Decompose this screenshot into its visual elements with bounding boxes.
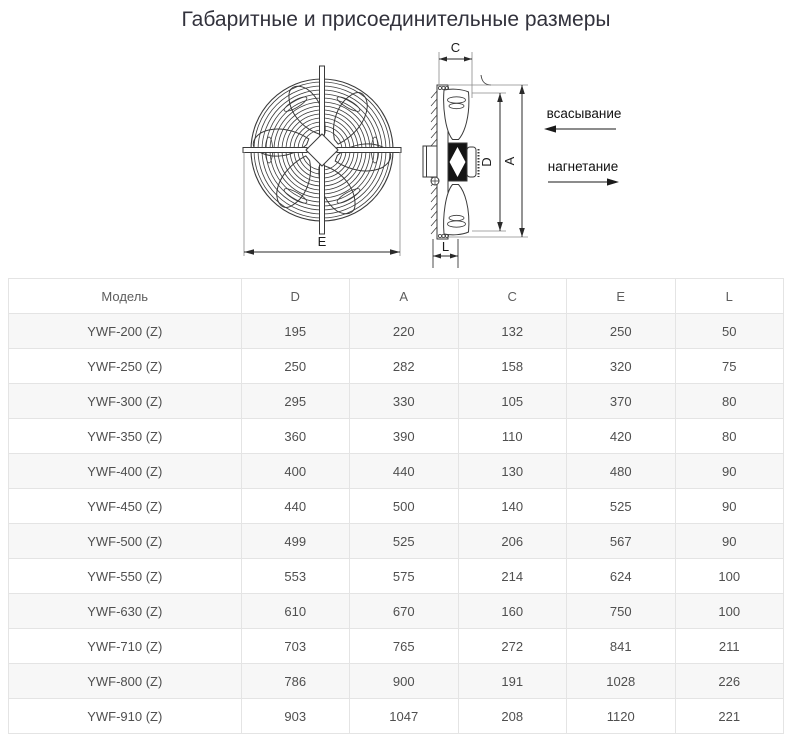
fan-front-view (243, 66, 401, 234)
suction-label: всасывание (546, 106, 622, 121)
table-row: YWF-200 (Z) 195 220 132 250 50 (9, 314, 784, 349)
wire-hook (481, 75, 491, 85)
model-cell: YWF-200 (Z) (9, 314, 242, 349)
motor-box (423, 146, 437, 177)
model-cell: YWF-500 (Z) (9, 524, 242, 559)
dimension-diagram (0, 40, 792, 278)
model-cell: YWF-550 (Z) (9, 559, 242, 594)
model-cell: YWF-710 (Z) (9, 629, 242, 664)
model-cell: YWF-350 (Z) (9, 419, 242, 454)
dim-label-e: E (317, 234, 327, 249)
dim-label-d: D (479, 157, 494, 167)
col-header-d: D (241, 279, 350, 314)
dimensions-table (8, 278, 784, 734)
dim-label-c: C (450, 40, 461, 55)
model-cell: YWF-800 (Z) (9, 664, 242, 699)
table-header-row (9, 279, 784, 314)
col-header-a: A (350, 279, 459, 314)
table-row: YWF-450 (Z) 440 500 140 525 90 (9, 489, 784, 524)
table-row: YWF-800 (Z) 786 900 191 1028 226 (9, 664, 784, 699)
fan-hub (306, 134, 338, 166)
dimension-d (472, 93, 506, 231)
col-header-model: Модель (9, 279, 242, 314)
dim-label-l: L (441, 239, 450, 254)
model-cell: YWF-910 (Z) (9, 699, 242, 734)
dim-label-a: A (502, 156, 517, 166)
table-row: YWF-350 (Z) 360 390 110 420 80 (9, 419, 784, 454)
col-header-l: L (675, 279, 784, 314)
table-row: YWF-550 (Z) 553 575 214 624 100 (9, 559, 784, 594)
fan-drawing-svg (230, 40, 650, 278)
table-row: YWF-300 (Z) 295 330 105 370 80 (9, 384, 784, 419)
dimension-l (433, 239, 458, 259)
col-header-c: C (458, 279, 567, 314)
page-title: Габаритные и присоединительные размеры (181, 8, 611, 31)
model-cell: YWF-400 (Z) (9, 454, 242, 489)
model-cell: YWF-630 (Z) (9, 594, 242, 629)
table-row: YWF-500 (Z) 499 525 206 567 90 (9, 524, 784, 559)
table-row: YWF-710 (Z) 703 765 272 841 211 (9, 629, 784, 664)
model-cell: YWF-300 (Z) (9, 384, 242, 419)
discharge-label: нагнетание (547, 159, 619, 174)
flow-annotations (544, 106, 621, 186)
table-row: YWF-400 (Z) 400 440 130 480 90 (9, 454, 784, 489)
table-row: YWF-630 (Z) 610 670 160 750 100 (9, 594, 784, 629)
fan-side-view (423, 75, 491, 268)
table-row: YWF-250 (Z) 250 282 158 320 75 (9, 349, 784, 384)
col-header-e: E (567, 279, 676, 314)
model-cell: YWF-250 (Z) (9, 349, 242, 384)
table-row: YWF-910 (Z) 903 1047 208 1120 221 (9, 699, 784, 734)
model-cell: YWF-450 (Z) (9, 489, 242, 524)
